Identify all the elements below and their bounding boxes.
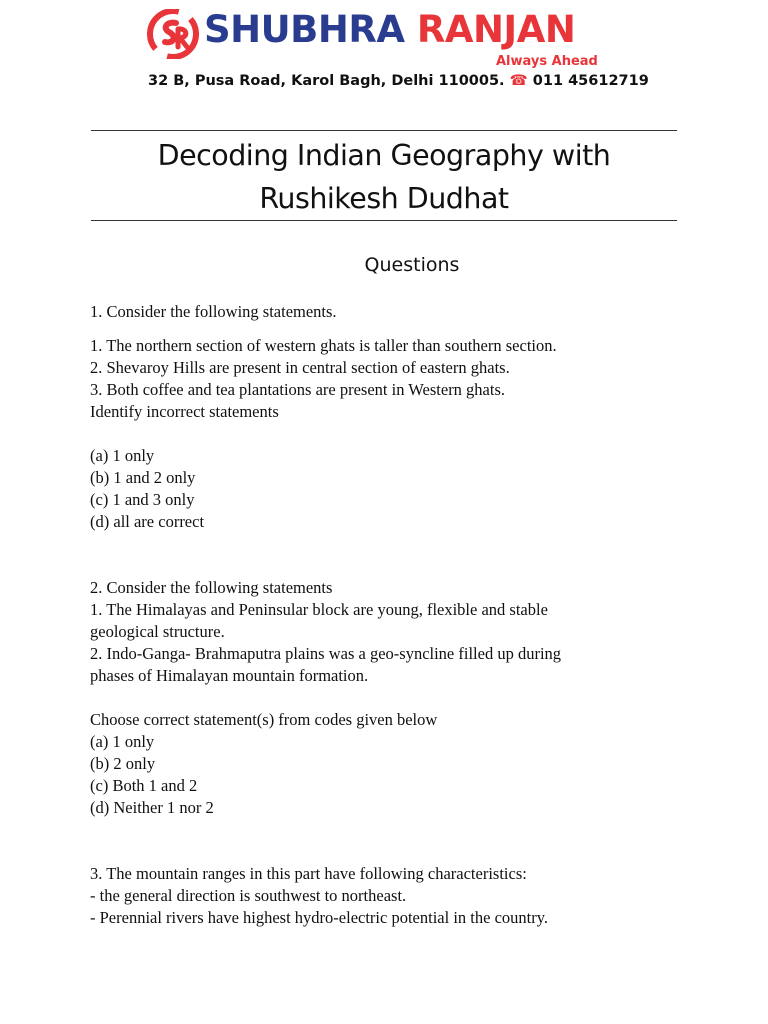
q2-prompt: 2. Consider the following statements [90,578,333,597]
document-title [91,134,677,220]
title-bottom-divider [91,220,677,221]
document-title-line-1: Decoding Indian Geography with [157,139,611,172]
brand-name [204,6,575,54]
q2-statement-2-line-2: phases of Himalayan mountain formation. [90,666,369,685]
q1-statement-2: 2. Shevaroy Hills are present in central section of eastern ghats. [90,358,510,377]
tagline: Always Ahead [496,54,598,69]
q2-statement-1-line-1: 1. The Himalayas and Peninsular block are young, flexible and stable [90,600,548,619]
address: 32 B, Pusa Road, Karol Bagh, Delhi 110005. [148,73,505,89]
q2-option-c: (c) Both 1 and 2 [90,776,198,795]
q2-statement-1-line-2: geological structure. [90,622,225,641]
q1-prompt: 1. Consider the following statements. [90,302,337,321]
title-top-divider [91,130,677,131]
brand-name-second: RANJAN [416,8,576,51]
q1-option-c: (c) 1 and 3 only [90,490,195,509]
q2-statement-2-line-1: 2. Indo-Ganga- Brahmaputra plains was a geo-syncline filled up during [90,644,562,663]
q2-instruction: Choose correct statement(s) from codes given below [90,710,438,729]
q1-option-b: (b) 1 and 2 only [90,468,196,487]
q3-prompt: 3. The mountain ranges in this part have following characteristics: [90,864,527,883]
q1-instruction: Identify incorrect statements [90,402,279,421]
sr-monogram-logo [147,9,199,59]
phone-icon: ☎ [509,73,528,89]
contact-line [148,73,649,89]
q1-option-a: (a) 1 only [90,446,155,465]
q2-option-b: (b) 2 only [90,754,156,773]
section-heading: Questions [364,254,460,276]
q2-option-d: (d) Neither 1 nor 2 [90,798,214,817]
letterhead [0,0,768,100]
q1-statement-1: 1. The northern section of western ghats is taller than southern section. [90,336,557,355]
q1-statement-3: 3. Both coffee and tea plantations are present in Western ghats. [90,380,506,399]
q2-option-a: (a) 1 only [90,732,155,751]
document-title-line-2: Rushikesh Dudhat [259,182,509,215]
q1-option-d: (d) all are correct [90,512,205,531]
phone-number: 011 45612719 [532,73,649,89]
q3-point-2: - Perennial rivers have highest hydro-electric potential in the country. [90,908,549,927]
q3-point-1: - the general direction is southwest to northeast. [90,886,407,905]
brand-name-first: SHUBHRA [204,8,405,51]
